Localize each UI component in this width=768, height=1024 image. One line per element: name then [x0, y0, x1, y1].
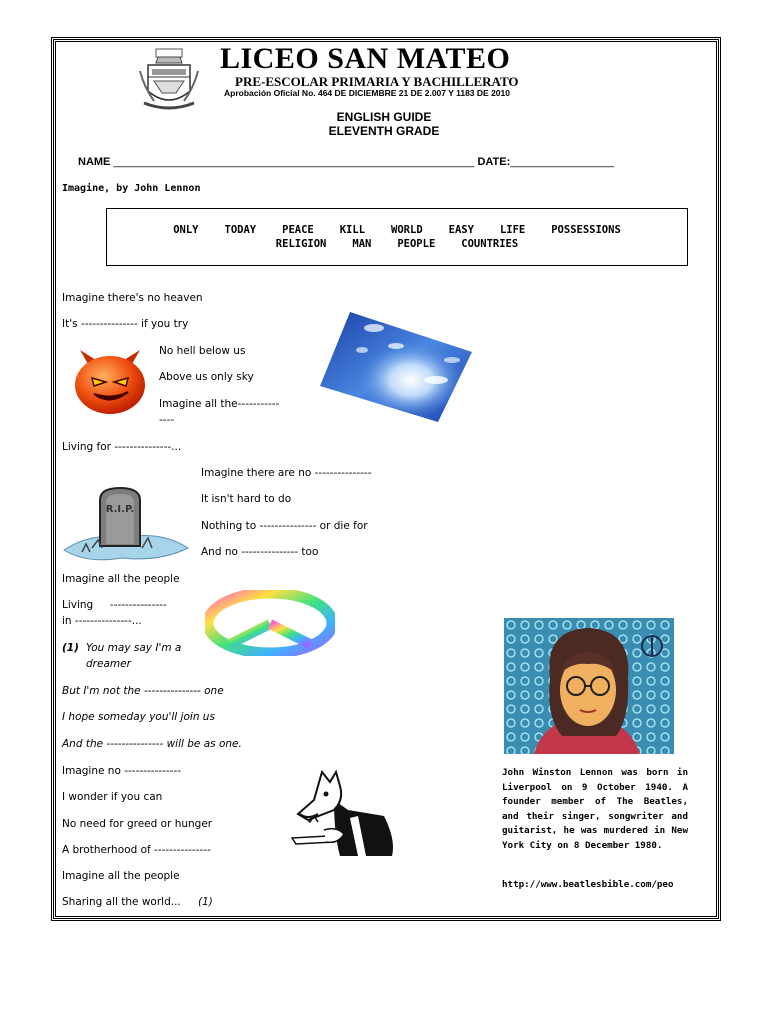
lyric-line: Imagine no ---------------: [62, 765, 182, 777]
lyric-line: Nothing to --------------- or die for: [201, 520, 368, 532]
name-label: NAME: [78, 156, 111, 168]
word-bank-item: EASY: [448, 224, 474, 236]
date-label: DATE:: [477, 156, 511, 168]
word-bank-item: LIFE: [499, 224, 526, 236]
lyric-line: It's --------------- if you try: [62, 318, 189, 330]
name-field[interactable]: ___________________________________________________________: [113, 156, 475, 168]
lyric-line: I hope someday you'll join us: [62, 711, 215, 723]
source-link[interactable]: http://www.beatlesbible.com/peo: [502, 879, 674, 890]
word-bank-item: ONLY: [173, 224, 199, 236]
lyric-line: Sharing all the world...: [62, 896, 181, 908]
word-bank: [106, 208, 688, 266]
lyric-line: It isn't hard to do: [201, 493, 292, 505]
wolf-cartoon-icon: [288, 770, 398, 858]
lyric-line: And no --------------- too: [201, 546, 319, 558]
lyric-line: No need for greed or hunger: [62, 818, 213, 830]
school-name: LICEO SAN MATEO: [220, 42, 511, 75]
lyric-line: Imagine all the-----------: [159, 398, 280, 410]
word-bank-item: WORLD: [391, 224, 423, 236]
word-bank-item: PEACE: [282, 224, 314, 236]
grade-title: ELEVENTH GRADE: [328, 124, 440, 138]
lyric-line: Imagine all the people: [62, 573, 180, 585]
lyric-line: A brotherhood of ---------------: [62, 844, 211, 856]
lyric-line: ----: [159, 414, 175, 426]
word-bank-item: POSSESSIONS: [551, 224, 621, 236]
lyric-line: You may say I'm a: [86, 642, 182, 654]
word-bank-item: RELIGION: [275, 238, 327, 250]
word-bank-item: KILL: [339, 224, 366, 236]
word-bank-row-1: [107, 224, 687, 236]
word-bank-item: TODAY: [224, 224, 257, 236]
lennon-portrait: [504, 618, 674, 754]
sky-photo: [318, 310, 474, 424]
lyric-line: But I'm not the --------------- one: [62, 685, 224, 697]
guide-title: ENGLISH GUIDE: [336, 110, 432, 124]
lyric-line: dreamer: [86, 658, 131, 670]
chorus-marker: (1): [62, 642, 79, 654]
lyric-line: in ---------------...: [62, 615, 142, 627]
svg-text:R.I.P.: R.I.P.: [105, 504, 135, 515]
school-levels: PRE-ESCOLAR PRIMARIA Y BACHILLERATO: [235, 74, 519, 89]
lyric-line: Living ---------------: [62, 599, 167, 611]
word-bank-item: PEOPLE: [397, 238, 436, 250]
lyric-line: Imagine there's no heaven: [62, 292, 203, 304]
chorus-marker: (1): [198, 896, 213, 908]
word-bank-item: MAN: [352, 238, 372, 250]
approval-text: Aprobación Oficial No. 464 DE DICIEMBRE 21 DE 2.007 Y 1183 DE 2010: [224, 88, 510, 98]
lyric-line: And the --------------- will be as one.: [62, 738, 242, 750]
lyric-line: I wonder if you can: [62, 791, 163, 803]
lyric-line: Living for ---------------...: [62, 441, 182, 453]
word-bank-row-2: [107, 238, 687, 250]
date-field[interactable]: _________________: [510, 156, 615, 168]
lyric-line: Imagine all the people: [62, 870, 180, 882]
lennon-bio: John Winston Lennon was born in Liverpool on 9 October 1940. A founder member of The Beatles, and their singer, songwriter and guitarist, he was murdered in New York City on 8 December 1980.: [502, 767, 688, 851]
tombstone-icon: [62, 486, 190, 566]
name-date-row: [78, 156, 614, 168]
school-crest-icon: [136, 47, 202, 115]
lyric-line: No hell below us: [159, 345, 246, 357]
lyric-line: Above us only sky: [159, 371, 254, 383]
song-title: Imagine, by John Lennon: [62, 183, 201, 194]
peace-sign-icon: [205, 590, 335, 656]
word-bank-item: COUNTRIES: [461, 238, 519, 250]
lyric-line: Imagine there are no ---------------: [201, 467, 372, 479]
devil-face-icon: [70, 348, 150, 416]
